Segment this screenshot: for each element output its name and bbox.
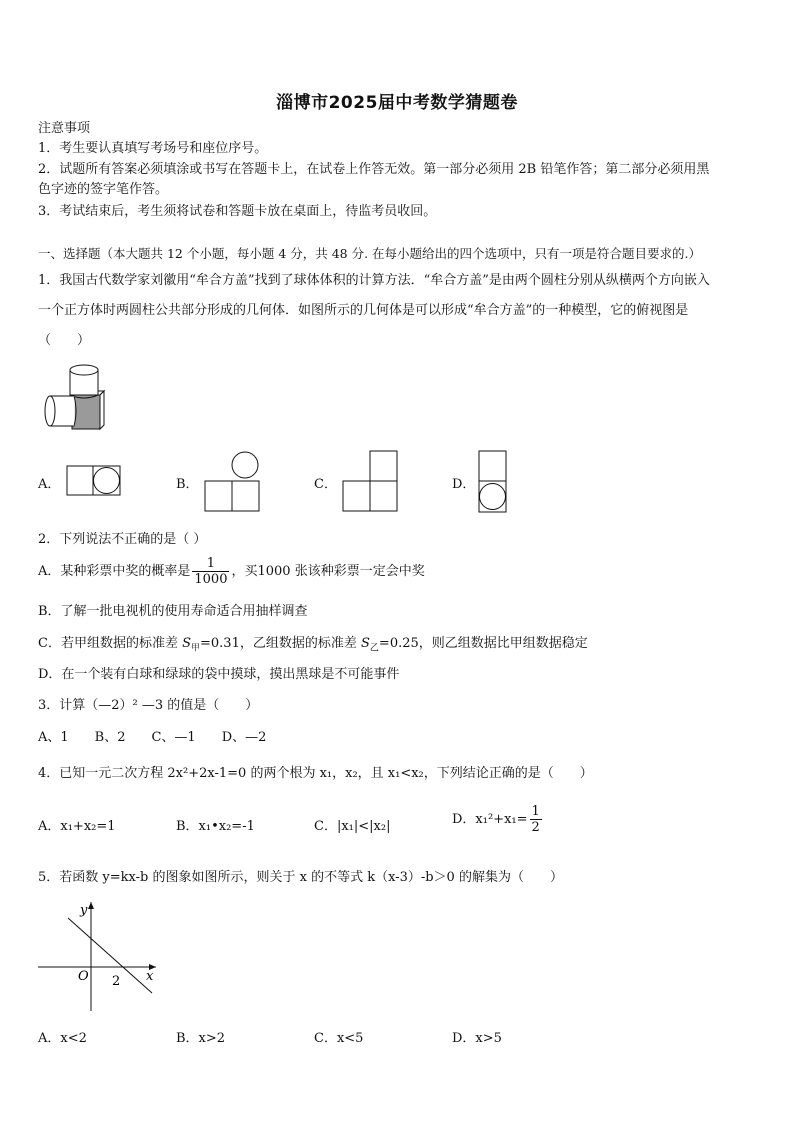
page-title: 淄博市2025届中考数学猜题卷: [276, 93, 518, 113]
q2-a-prefix: A．某种彩票中奖的概率是: [38, 564, 191, 579]
notice-heading: 注意事项: [38, 121, 91, 136]
q5-graph-y-label: y: [80, 903, 88, 918]
q1-option-b-figure: [203, 450, 261, 514]
q2-c-sub1: 甲: [191, 643, 201, 654]
q4-option-d: [452, 804, 544, 835]
q5-graph-origin-label: O: [78, 969, 89, 984]
q2-a-denominator: 1000: [194, 572, 228, 587]
q2-stem: 2．下列说法不正确的是（ ）: [38, 532, 207, 547]
q2-c-sub2: 乙: [369, 643, 379, 654]
section-header: 一、选择题（本大题共 12 个小题，每小题 4 分，共 48 分. 在每小题给出的四个选项中，只有一项是符合题目要求的.）: [38, 246, 702, 261]
q1-option-a-figure: [66, 462, 122, 498]
q5-option-c: C．x<5: [314, 1031, 364, 1046]
notice-item-2-cont: 色字迹的签字笔作答。: [38, 182, 169, 197]
q2-c-suffix: =0.25，则乙组数据比甲组数据稳定: [378, 636, 588, 651]
q1-option-c-label: C．: [314, 477, 337, 492]
q5-option-d: D．x>5: [452, 1031, 502, 1046]
q2-c-middle: =0.31，乙组数据的标准差: [200, 636, 357, 651]
q2-option-c: [38, 635, 588, 658]
q2-a-numerator: 1: [192, 556, 229, 572]
q1-option-d-figure: [477, 449, 509, 515]
q4-option-b: B．x₁•x₂=-1: [176, 819, 255, 834]
q5-option-a: A．x<2: [38, 1031, 87, 1046]
q1-option-a-label: A．: [38, 477, 61, 492]
q1-line-2: 一个正方体时两圆柱公共部分形成的几何体．如图所示的几何体是可以形成“牟合方盖”的一种模型，它的俯视图是: [38, 303, 689, 318]
q1-option-d-label: D．: [452, 477, 476, 492]
q5-option-b: B．x>2: [176, 1031, 226, 1046]
q2-option-b: B．了解一批电视机的使用寿命适合用抽样调查: [38, 604, 308, 619]
q4-stem: 4．已知一元二次方程 2x²+2x-1=0 的两个根为 x₁，x₂，且 x₁<x₂，下列结论正确的是（ ）: [38, 766, 593, 781]
q4-d-numerator: 1: [531, 804, 540, 819]
notice-item-3: 3．考试结束后，考生须将试卷和答题卡放在桌面上，待监考员收回。: [38, 204, 437, 219]
q3-options: A、1 B、2 C、—1 D、—2: [38, 730, 267, 745]
notice-item-2: 2．试题所有答案必须填涂或书写在答题卡上，在试卷上作答无效。第一部分必须用 2B 铅笔作答；第二部分必须用黑: [38, 162, 710, 177]
q2-option-d: D．在一个装有白球和绿球的袋中摸球，摸出黑球是不可能事件: [38, 667, 400, 682]
q2-c-s1: S: [182, 636, 191, 651]
q2-a-suffix: ，买1000 张该种彩票一定会中奖: [231, 564, 425, 579]
q1-line-1: 1．我国古代数学家刘徽用“牟合方盖”找到了球体体积的计算方法．“牟合方盖”是由两个圆柱分别从纵横两个方向嵌入: [38, 273, 710, 288]
q2-option-a: [38, 556, 425, 587]
q1-option-b-label: B．: [176, 477, 199, 492]
q1-model-figure: [40, 362, 110, 434]
q5-graph: [36, 896, 166, 1016]
q5-graph-intercept-label: 2: [112, 974, 121, 989]
q1-line-3: （ ）: [38, 333, 91, 348]
q4-d-prefix: D．x₁²+x₁=: [452, 812, 528, 827]
q1-option-c-figure: [341, 449, 399, 514]
q2-c-prefix: C．若甲组数据的标准差: [38, 636, 178, 651]
q4-option-a: A．x₁+x₂=1: [38, 819, 116, 834]
q5-graph-x-label: x: [146, 969, 154, 984]
q3-stem: 3．计算（—2）² —3 的值是（ ）: [38, 698, 259, 713]
q2-a-fraction: [192, 556, 229, 587]
q4-d-denominator: 2: [531, 820, 540, 835]
q5-stem: 5．若函数 y=kx-b 的图象如图所示，则关于 x 的不等式 k（x-3）-b＞0 的解集为（ ）: [38, 870, 563, 885]
q2-c-s2: S: [361, 636, 370, 651]
q4-option-c: C．|x₁|<|x₂|: [314, 819, 391, 834]
notice-item-1: 1．考生要认真填写考场号和座位序号。: [38, 141, 268, 156]
q4-d-fraction: [530, 804, 542, 835]
